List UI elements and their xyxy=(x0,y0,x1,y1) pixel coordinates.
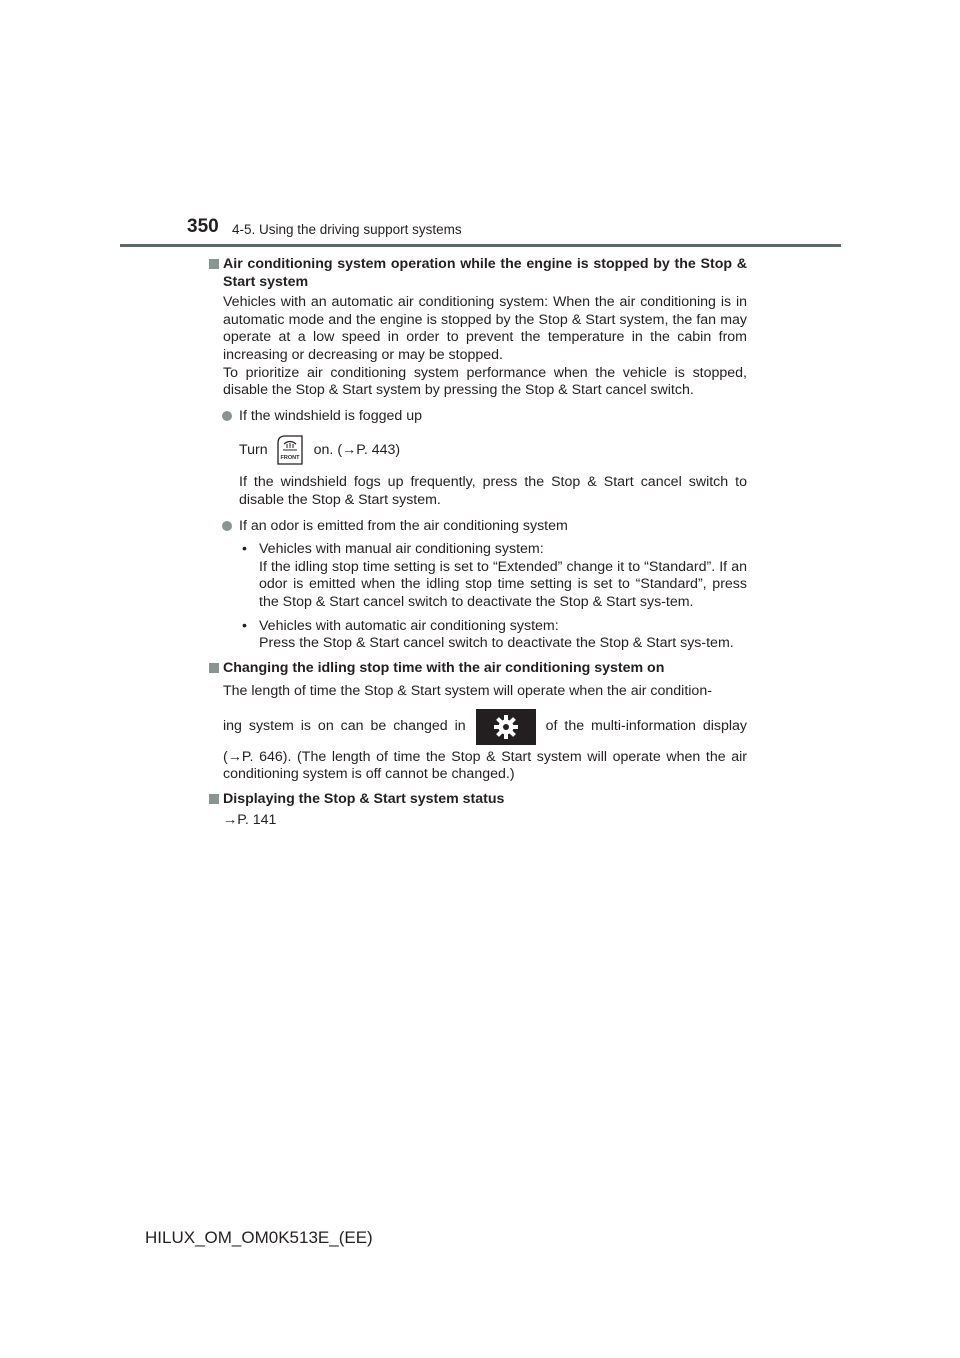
instruction-line xyxy=(223,707,747,747)
instruction-text: ing system is on can be changed in xyxy=(223,718,466,735)
sub-item xyxy=(242,617,747,653)
instruction-text: of the multi-information display xyxy=(545,718,748,735)
section-air-conditioning xyxy=(207,256,747,653)
instruction-text: on. (→P. 443) xyxy=(313,441,401,458)
section-title: 4-5. Using the driving support systems xyxy=(232,222,462,237)
front-defogger-icon xyxy=(275,434,305,466)
instruction-line xyxy=(239,432,747,468)
square-bullet-icon xyxy=(209,663,219,673)
paragraph: To prioritize air conditioning system performance when the vehicle is stopped, disable the Stop & Start system by pressing the Stop & Start cancel switch. xyxy=(223,364,747,399)
sub-item-text: If the idling stop time setting is set to “Extended” change it to “Standard”. If an odor is emitted when the idling stop time setting is set to “Standard”, press the Stop & Start cancel switch to deactivate the Stop & Start sys-tem. xyxy=(259,558,747,610)
sub-item xyxy=(242,541,747,611)
sub-item-lead: Vehicles with manual air conditioning system: xyxy=(259,541,544,558)
section-idling-stop xyxy=(207,660,747,784)
dot-bullet-icon: • xyxy=(242,617,247,634)
square-bullet-icon xyxy=(209,794,219,804)
page-number: 350 xyxy=(187,216,219,237)
section-heading: Displaying the Stop & Start system status xyxy=(223,791,505,808)
paragraph: Vehicles with an automatic air conditioning system: When the air conditioning is in automatic mode and the engine is stopped by the Stop & Start system, the fan may operate at a low speed in order to prevent the temperature in the cabin from increasing or decreasing or may be stopped. xyxy=(223,294,747,363)
bullet-item xyxy=(223,408,747,426)
instruction-text: Turn xyxy=(239,441,268,458)
settings-gear-icon xyxy=(476,709,536,745)
section-status xyxy=(207,791,747,829)
paragraph: If the windshield fogs up frequently, press the Stop & Start cancel switch to disable the Stop & Start system. xyxy=(239,474,747,508)
paragraph: (→P. 646). (The length of time the Stop & Start system will operate when the air conditioning system is off cannot be changed.) xyxy=(223,748,747,783)
header-divider xyxy=(120,244,841,247)
page-content xyxy=(207,256,747,836)
bullet-heading: If the windshield is fogged up xyxy=(239,407,422,424)
bullet-item xyxy=(223,518,747,536)
paragraph: The length of time the Stop & Start system will operate when the air condition- xyxy=(223,683,712,700)
sub-item-lead: Vehicles with automatic air conditioning system: xyxy=(259,617,559,634)
round-bullet-icon xyxy=(222,521,232,531)
round-bullet-icon xyxy=(222,411,232,421)
bullet-heading: If an odor is emitted from the air conditioning system xyxy=(239,517,568,534)
page-reference: →P. 141 xyxy=(223,811,277,828)
dot-bullet-icon: • xyxy=(242,541,247,558)
square-bullet-icon xyxy=(209,259,219,269)
sub-item-text: Press the Stop & Start cancel switch to deactivate the Stop & Start sys-tem. xyxy=(259,635,734,652)
section-heading: Changing the idling stop time with the air conditioning system on xyxy=(223,659,665,676)
document-code: HILUX_OM_OM0K513E_(EE) xyxy=(145,1228,373,1247)
front-icon-label: FRONT xyxy=(280,455,300,462)
section-heading: Air conditioning system operation while the engine is stopped by the Stop & Start system xyxy=(223,256,747,290)
